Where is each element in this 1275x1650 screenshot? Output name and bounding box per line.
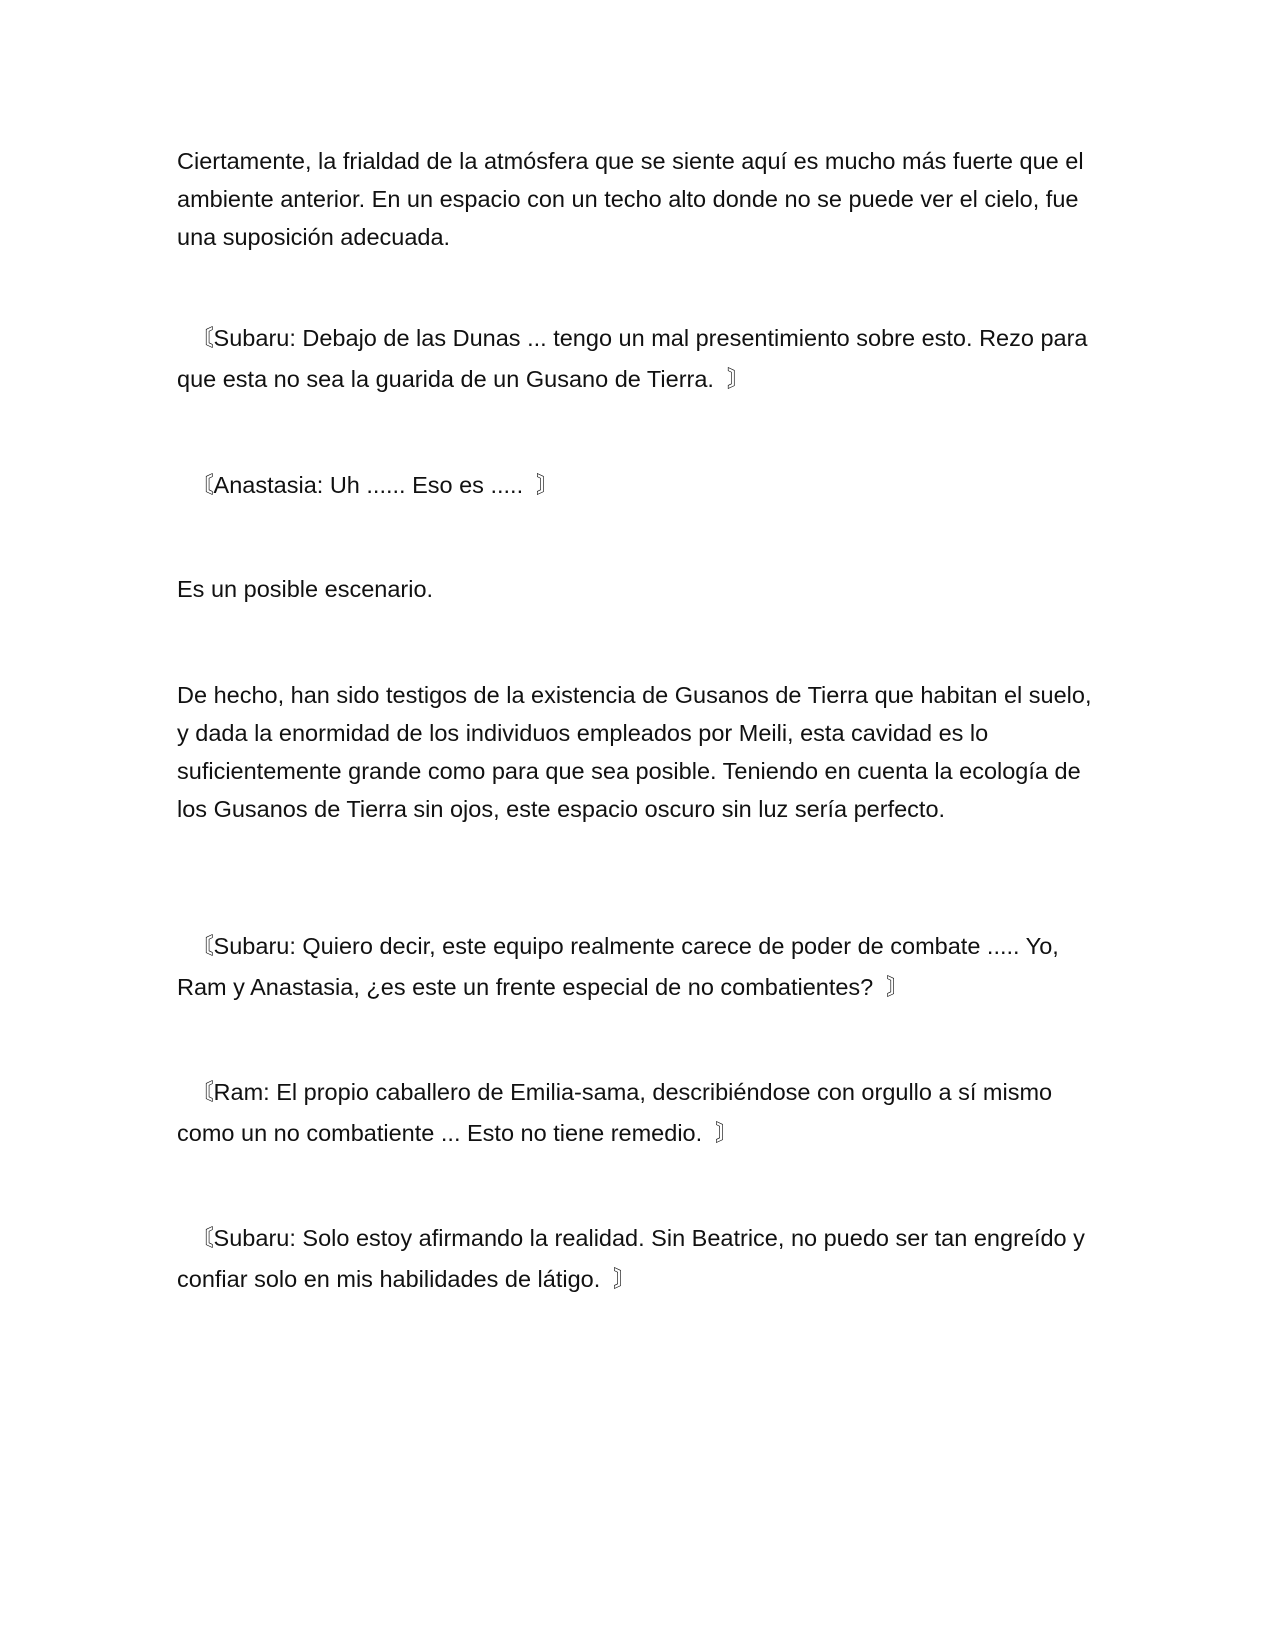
paragraph-atmosphere: Ciertamente, la frialdad de la atmósfera que se siente aquí es mucho más fuerte que el ambiente anterior. En un espacio con un techo alto donde no se puede ver el cielo, fue una suposición adecuada. [177,148,1084,250]
dialogue-ram: 〘Ram: El propio caballero de Emilia-sama, describiéndose con orgullo a sí mismo como un no combatiente ... Esto no tiene remedio. 〙 [177,1079,1053,1146]
dialogue-subaru-realidad: 〘Subaru: Solo estoy afirmando la realidad. Sin Beatrice, no puedo ser tan engreído y confiar solo en mis habilidades de látigo. 〙 [177,1225,1085,1292]
paragraph-scenario: Es un posible escenario. [177,576,434,602]
paragraph-gusanos: De hecho, han sido testigos de la existencia de Gusanos de Tierra que habitan el suelo, y dada la enormidad de los individuos empleados por Meili, esta cavidad es lo suficientemente grande como para que sea posible. Teniendo en cuenta la ecología de los Gusanos de Tierra sin ojos, este espacio oscuro sin luz sería perfecto. [177,682,1092,822]
dialogue-subaru-combate: 〘Subaru: Quiero decir, este equipo realmente carece de poder de combate ..... Yo, Ram y Anastasia, ¿es este un frente especial de no combatientes? 〙 [177,933,1059,1000]
dialogue-anastasia: 〘Anastasia: Uh ...... Eso es ..... 〙 [177,472,560,498]
dialogue-subaru-dunas: 〘Subaru: Debajo de las Dunas ... tengo un mal presentimiento sobre esto. Rezo para que esta no sea la guarida de un Gusano de Tierra. 〙 [177,325,1088,392]
